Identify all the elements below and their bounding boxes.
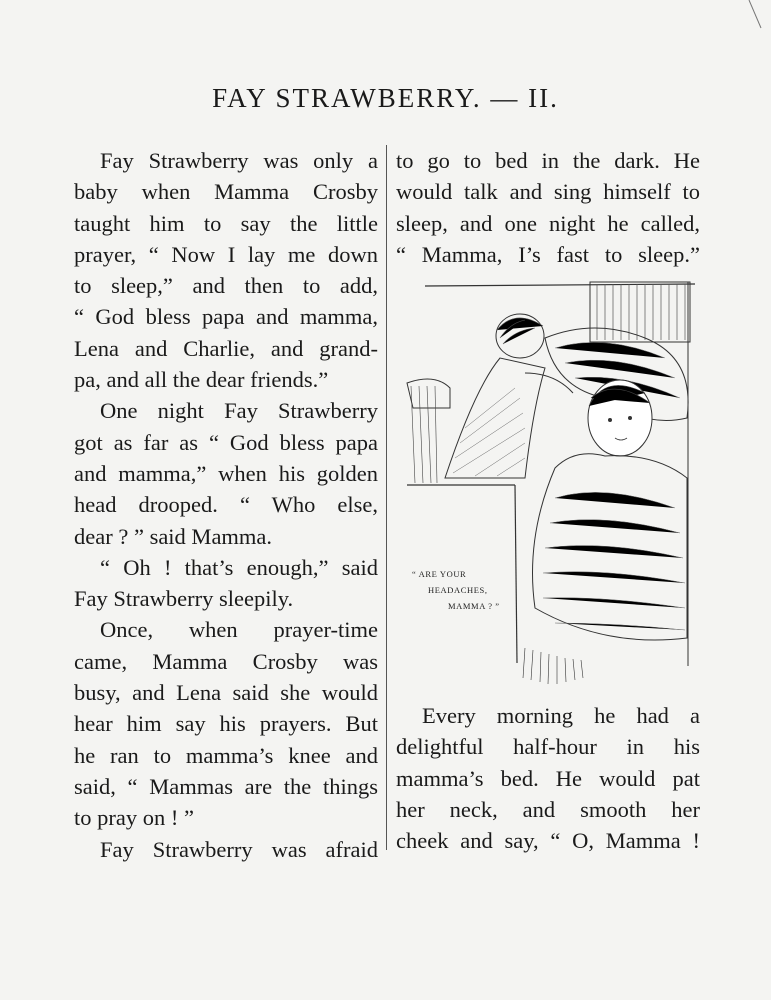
- page-edge-line: [735, 0, 765, 30]
- text-line: “ Mamma, I’s fast to sleep.”: [396, 241, 700, 267]
- text-line: got as far as “ God bless papa: [74, 429, 378, 455]
- text-line: to go to bed in the dark. He: [396, 148, 700, 173]
- text-line: Fay Strawberry was afraid: [100, 836, 378, 862]
- text-line: her neck, and smooth her: [396, 796, 700, 822]
- text-line: One night Fay Strawberry: [100, 398, 378, 424]
- illustration-caption: [408, 566, 503, 614]
- column-divider: [386, 145, 387, 850]
- text-line: said, “ Mammas are the things: [74, 773, 378, 799]
- text-line: Fay Strawberry was only a: [100, 148, 378, 173]
- engraving-illustration: [405, 278, 705, 688]
- text-line: Fay Strawberry sleepily.: [74, 586, 294, 612]
- text-line: came, Mamma Crosby was: [74, 648, 378, 674]
- text-line: sleep, and one night he called,: [396, 210, 700, 236]
- left-column: [74, 145, 378, 865]
- text-line: Once, when prayer-time: [100, 617, 378, 643]
- right-column-top: [396, 145, 700, 270]
- text-line: Every morning he had a: [422, 703, 700, 728]
- page-title: FAY STRAWBERRY. — II.: [212, 83, 559, 113]
- text-line: Lena and Charlie, and grand-: [74, 335, 378, 361]
- caption-line: “ ARE YOUR: [412, 569, 467, 579]
- text-line: taught him to say the little: [74, 210, 378, 236]
- text-line: prayer, “ Now I lay me down: [74, 241, 378, 267]
- text-line: mamma’s bed. He would pat: [396, 765, 700, 791]
- caption-line: HEADACHES,: [428, 585, 488, 595]
- text-line: to sleep,” and then to add,: [74, 273, 378, 299]
- text-line: would talk and sing himself to: [396, 179, 700, 205]
- text-line: hear him say his prayers. But: [74, 711, 378, 737]
- text-line: to pray on ! ”: [74, 805, 194, 831]
- text-line: head drooped. “ Who else,: [74, 492, 378, 518]
- text-line: busy, and Lena said she would: [74, 680, 378, 706]
- text-line: and mamma,” when his golden: [74, 460, 378, 486]
- text-line: he ran to mamma’s knee and: [74, 742, 378, 768]
- text-line: dear ? ” said Mamma.: [74, 523, 273, 549]
- caption-line: MAMMA ? ”: [448, 601, 500, 611]
- text-line: pa, and all the dear friends.”: [74, 367, 329, 393]
- text-line: baby when Mamma Crosby: [74, 179, 378, 205]
- text-line: “ God bless papa and mamma,: [74, 304, 378, 330]
- text-line: “ Oh ! that’s enough,” said: [100, 554, 378, 580]
- right-column-bottom: [396, 700, 700, 856]
- text-line: cheek and say, “ O, Mamma !: [396, 828, 700, 854]
- text-line: delightful half-hour in his: [396, 734, 700, 760]
